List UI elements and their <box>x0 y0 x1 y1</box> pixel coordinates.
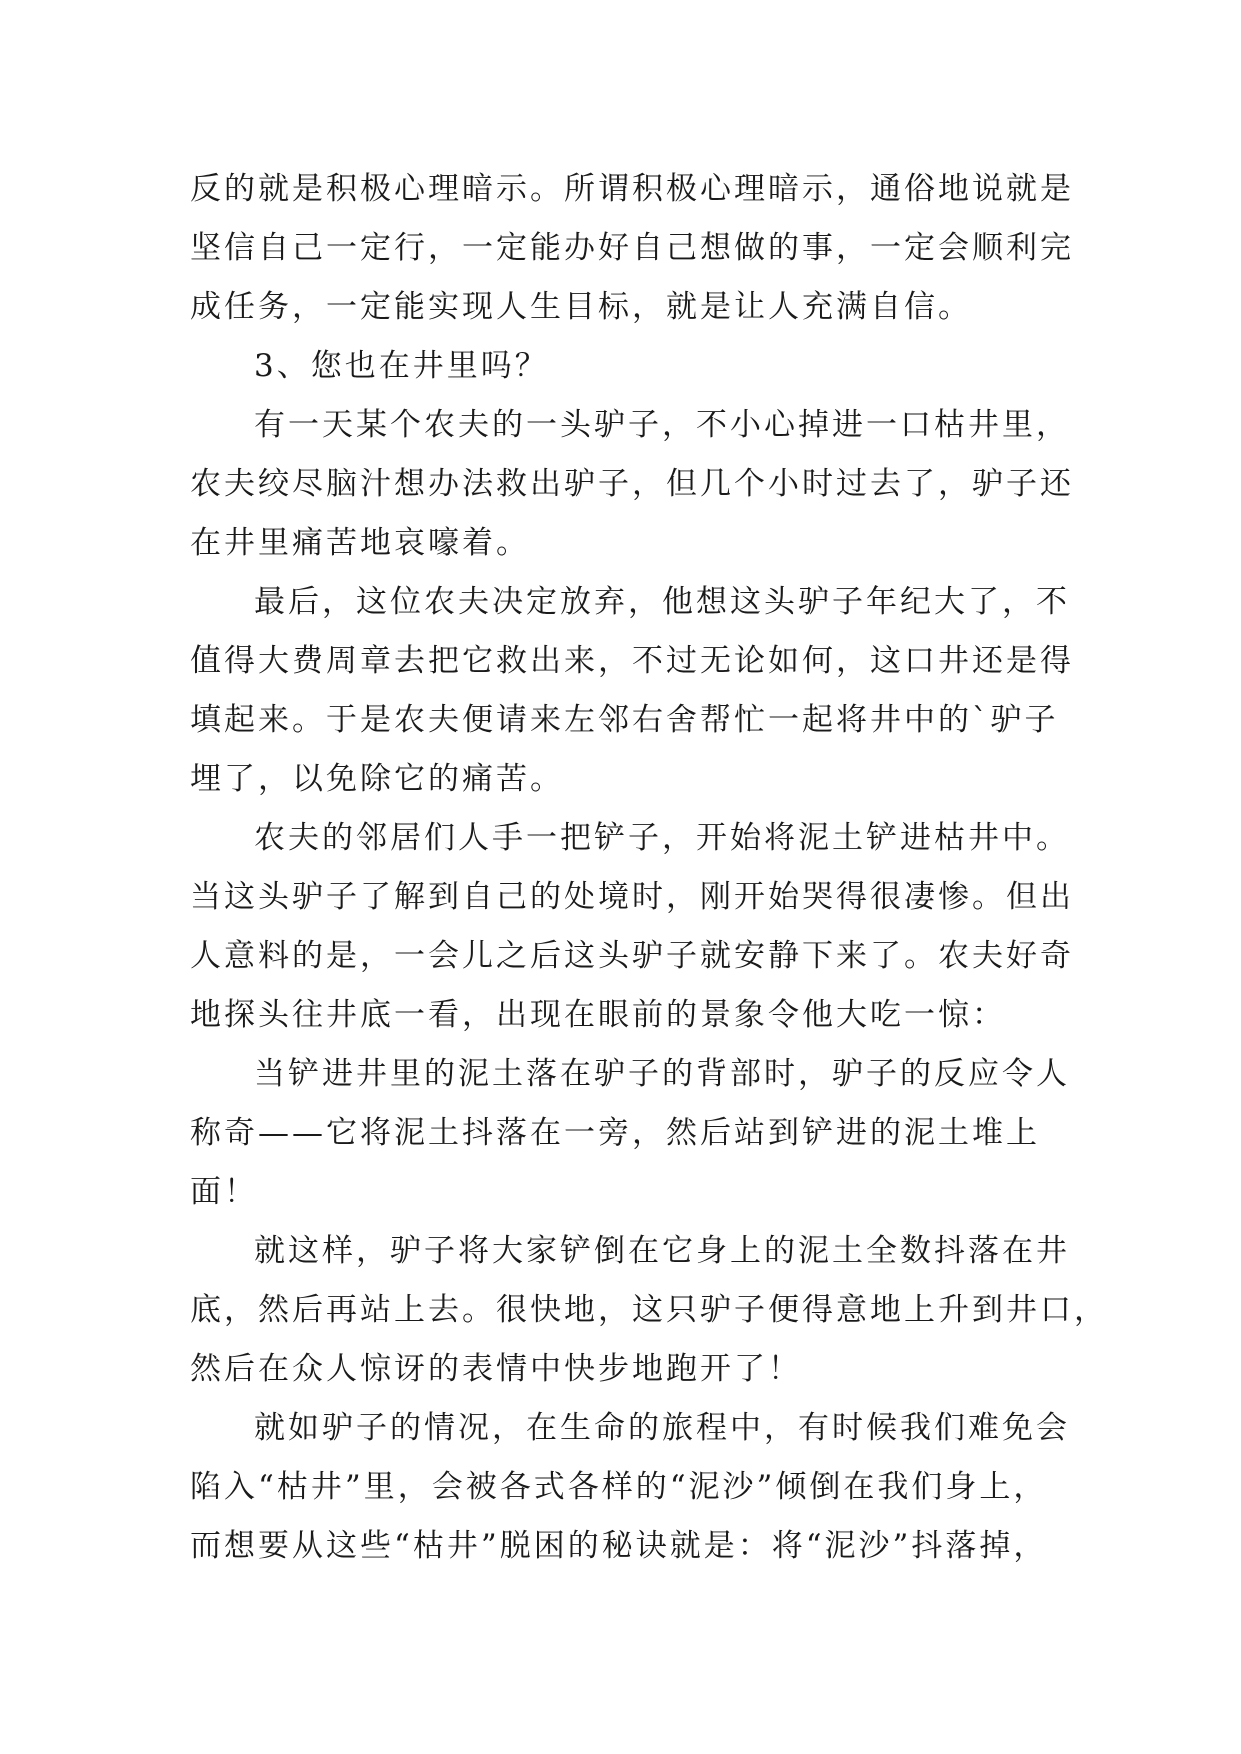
text-line: 陷入“枯井”里，会被各式各样的“泥沙”倾倒在我们身上， <box>190 1469 1048 1505</box>
text-line: 在井里痛苦地哀嚎着。 <box>190 525 530 561</box>
paragraph-start-line: 有一天某个农夫的一头驴子，不小心掉进一口枯井里， <box>254 407 1070 443</box>
text-line: 反的就是积极心理暗示。所谓积极心理暗示，通俗地说就是 <box>190 171 1074 207</box>
paragraph-start-line: 农夫的邻居们人手一把铲子，开始将泥土铲进枯井中。 <box>254 820 1070 856</box>
text-line: 当这头驴子了解到自己的处境时，刚开始哭得很凄惨。但出 <box>190 879 1074 915</box>
text-line: 称奇——它将泥土抖落在一旁，然后站到铲进的泥土堆上 <box>190 1115 1040 1151</box>
document-body <box>190 160 1108 1576</box>
text-line: 然后在众人惊讶的表情中快步地跑开了！ <box>190 1351 802 1387</box>
section-heading: 3、您也在井里吗？ <box>254 348 549 384</box>
paragraph-start-line: 当铲进井里的泥土落在驴子的背部时，驴子的反应令人 <box>254 1056 1070 1092</box>
text-line: 填起来。于是农夫便请来左邻右舍帮忙一起将井中的`驴子 <box>190 702 1059 738</box>
text-line: 地探头往井底一看，出现在眼前的景象令他大吃一惊： <box>190 997 1006 1033</box>
text-line: 值得大费周章去把它救出来，不过无论如何，这口井还是得 <box>190 643 1074 679</box>
text-line: 面！ <box>190 1174 258 1210</box>
paragraph-start-line: 就这样，驴子将大家铲倒在它身上的泥土全数抖落在井 <box>254 1233 1070 1269</box>
paragraph-start-line: 就如驴子的情况，在生命的旅程中，有时候我们难免会 <box>254 1410 1070 1446</box>
text-line: 成任务，一定能实现人生目标，就是让人充满自信。 <box>190 289 972 325</box>
text-line: 农夫绞尽脑汁想办法救出驴子，但几个小时过去了，驴子还 <box>190 466 1074 502</box>
text-line: 而想要从这些“枯井”脱困的秘诀就是：将“泥沙”抖落掉， <box>190 1528 1048 1564</box>
text-line: 埋了，以免除它的痛苦。 <box>190 761 564 797</box>
paragraph-start-line: 最后，这位农夫决定放弃，他想这头驴子年纪大了，不 <box>254 584 1070 620</box>
text-line: 底，然后再站上去。很快地，这只驴子便得意地上升到井口， <box>190 1292 1108 1328</box>
text-line: 坚信自己一定行，一定能办好自己想做的事，一定会顺利完 <box>190 230 1074 266</box>
text-line: 人意料的是，一会儿之后这头驴子就安静下来了。农夫好奇 <box>190 938 1074 974</box>
